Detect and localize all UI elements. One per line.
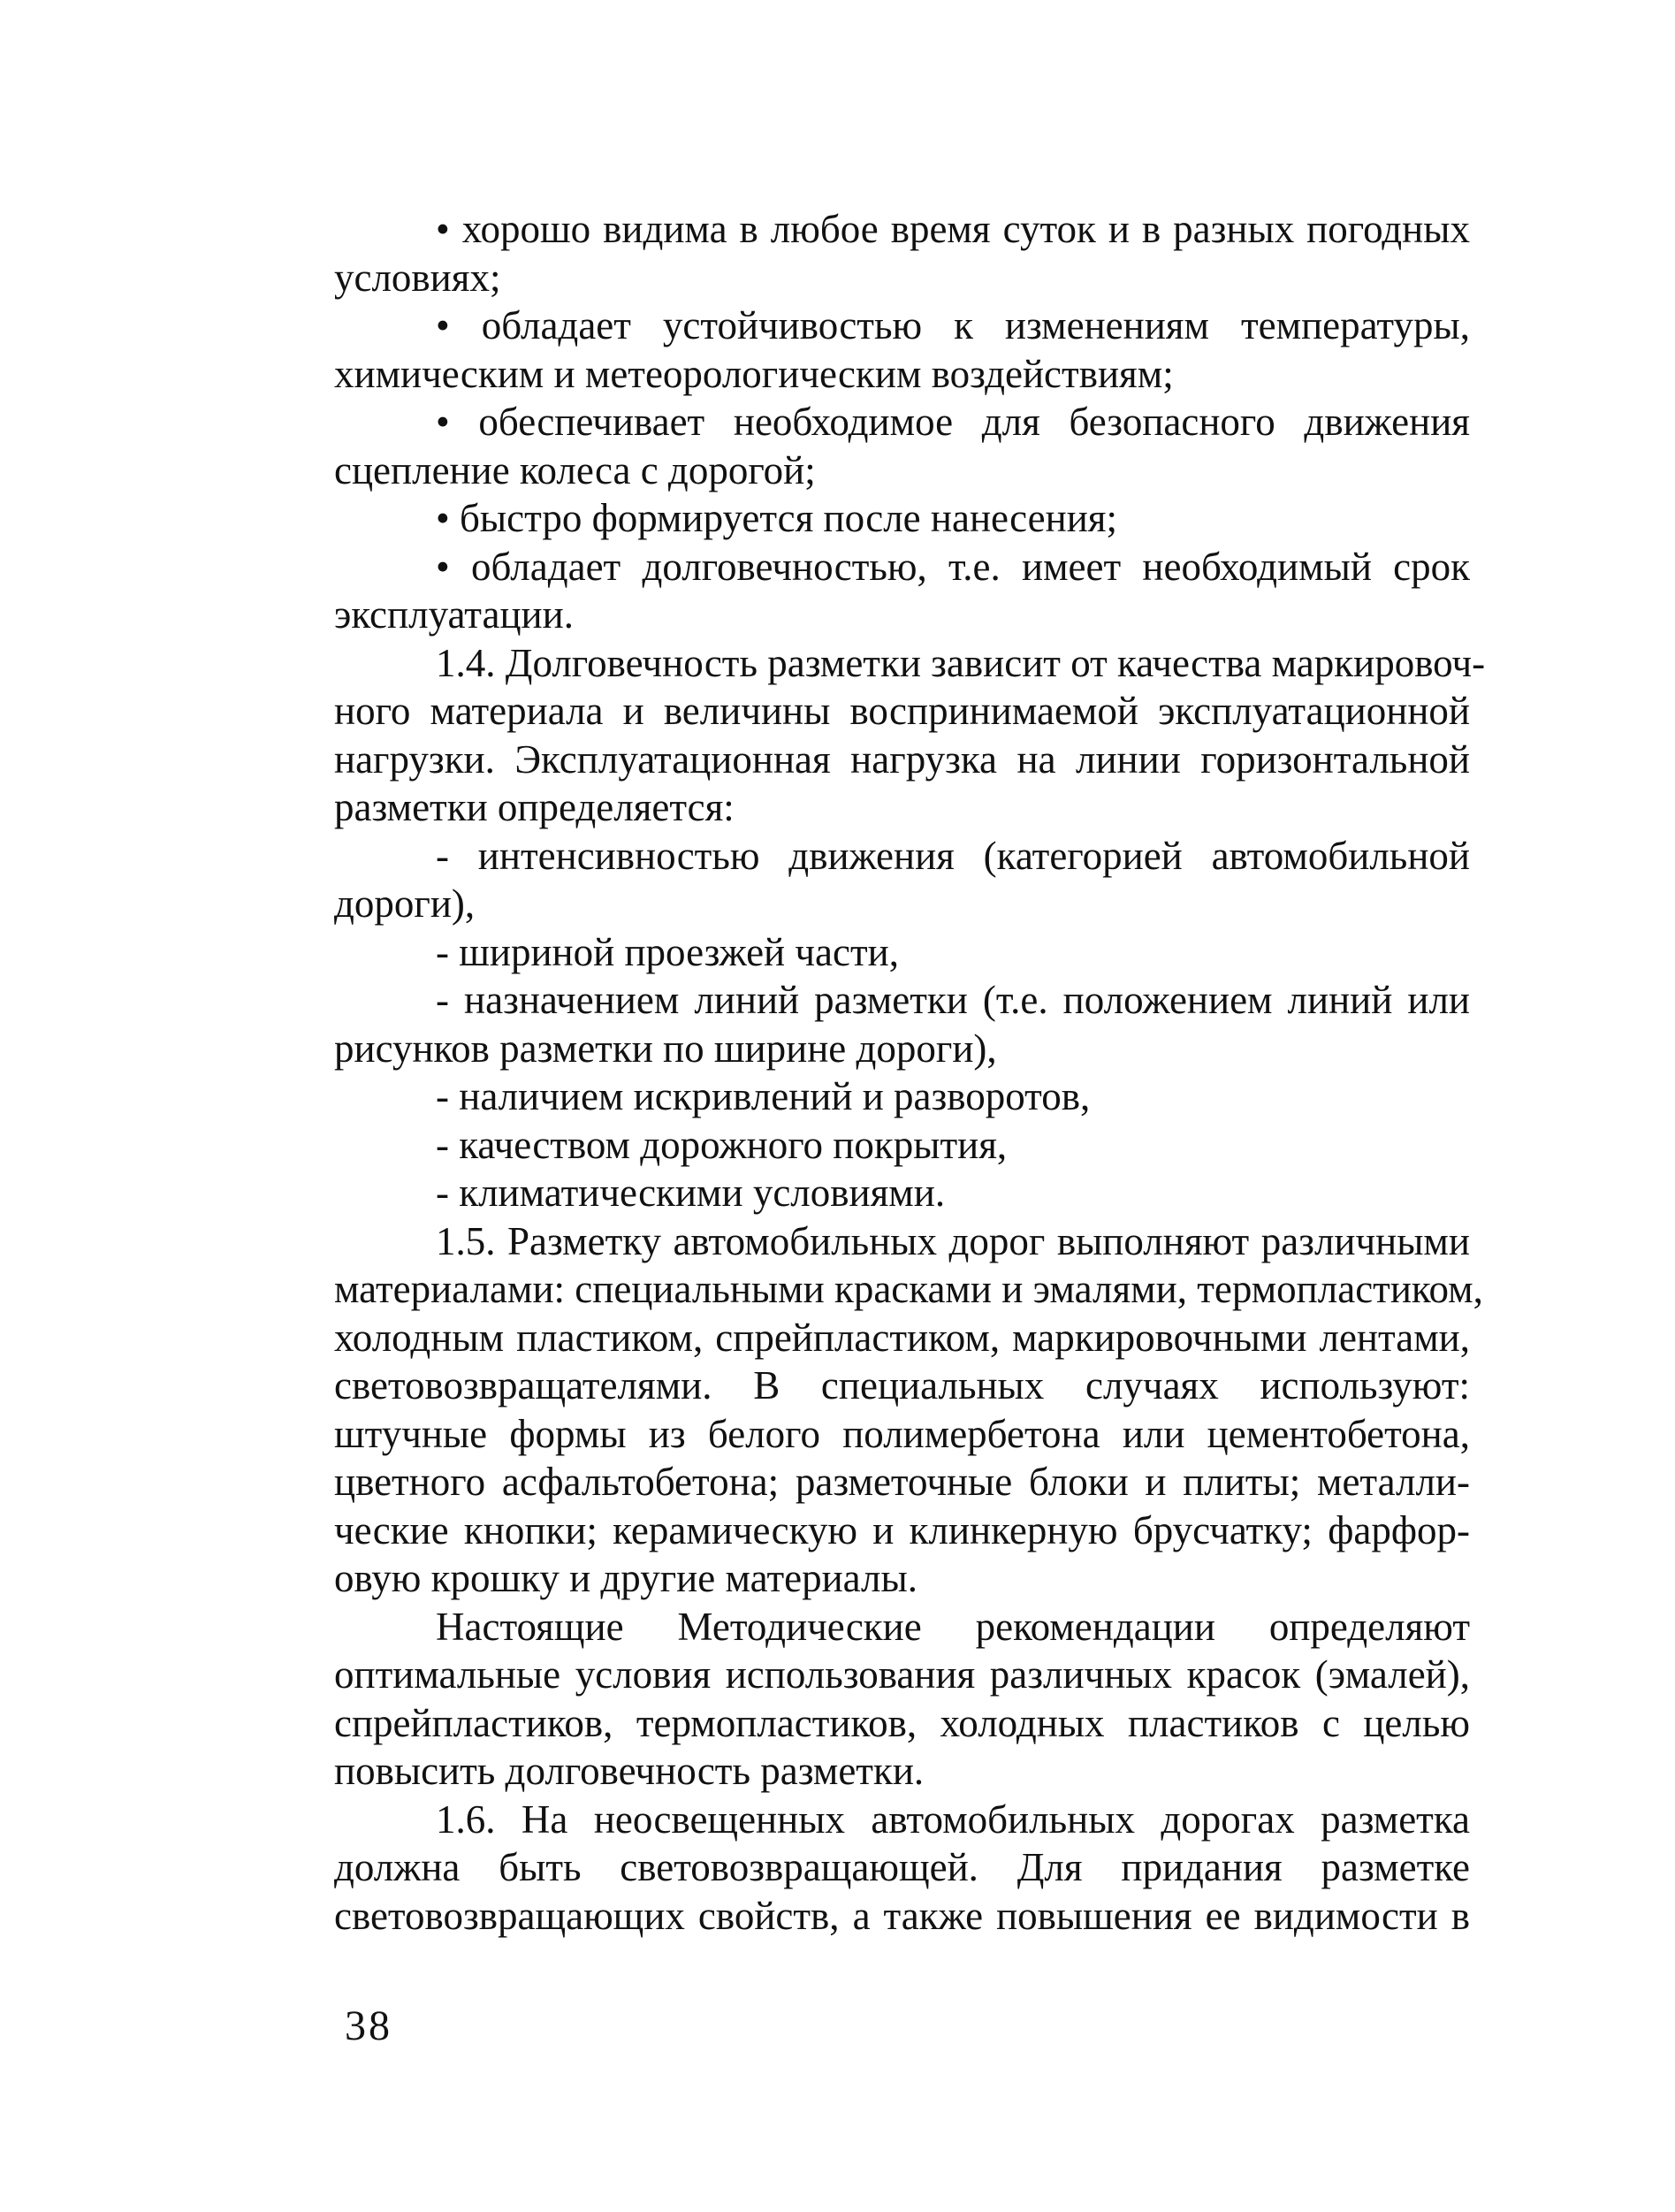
text-line: световозвращателями. В специальных случаях используют: bbox=[334, 1363, 1470, 1407]
text-line: цветного асфальтобетона; разметочные блоки и плиты; металли- bbox=[334, 1460, 1470, 1504]
text-line: ного материала и величины воспринимаемой эксплуатационной bbox=[334, 689, 1470, 733]
text-line: • хорошо видима в любое время суток и в разных погодных bbox=[436, 207, 1470, 251]
text-line: 1.5. Разметку автомобильных дорог выполняют различными bbox=[436, 1218, 1470, 1263]
text-line: - назначением линий разметки (т.е. положением линий или bbox=[436, 978, 1470, 1022]
text-line: овую крошку и другие материалы. bbox=[334, 1556, 917, 1600]
text-line: оптимальные условия использования различных красок (эмалей), bbox=[334, 1652, 1470, 1697]
text-line: - шириной проезжей части, bbox=[436, 929, 899, 974]
text-line: Настоящие Методические рекомендации определяют bbox=[436, 1604, 1470, 1649]
text-line: ческие кнопки; керамическую и клинкерную брусчатку; фарфор- bbox=[334, 1507, 1470, 1552]
text-line: сцепление колеса с дорогой; bbox=[334, 447, 816, 492]
text-line: материалами: специальными красками и эмалями, термопластиком, bbox=[334, 1267, 1483, 1311]
text-line: • обладает долговечностью, т.е. имеет необходимый срок bbox=[436, 544, 1470, 589]
text-line: эксплуатации. bbox=[334, 592, 574, 637]
text-line: химическим и метеорологическим воздействиям; bbox=[334, 351, 1174, 396]
text-line: штучные формы из белого полимербетона или цементобетона, bbox=[334, 1411, 1470, 1456]
text-line: 1.4. Долговечность разметки зависит от качества маркировоч- bbox=[436, 640, 1486, 685]
text-line: - качеством дорожного покрытия, bbox=[436, 1122, 1008, 1167]
text-line: разметки определяется: bbox=[334, 785, 735, 829]
text-line: - климатическими условиями. bbox=[436, 1171, 946, 1215]
text-line: холодным пластиком, спрейпластиком, маркировочными лентами, bbox=[334, 1315, 1470, 1360]
text-line: - интенсивностью движения (категорией автомобильной bbox=[436, 833, 1470, 878]
text-line: дороги), bbox=[334, 881, 476, 926]
text-line: должна быть световозвращающей. Для придания разметке bbox=[334, 1845, 1470, 1889]
text-line: световозвращающих свойств, а также повышения ее видимости в bbox=[334, 1893, 1470, 1938]
text-line: • обеспечивает необходимое для безопасного движения bbox=[436, 400, 1470, 444]
text-line: - наличием искривлений и разворотов, bbox=[436, 1074, 1091, 1118]
text-line: условиях; bbox=[334, 255, 501, 300]
text-line: рисунков разметки по ширине дороги), bbox=[334, 1026, 997, 1071]
text-line: 1.6. На неосвещенных автомобильных дорогах разметка bbox=[436, 1796, 1470, 1842]
text-line: повысить долговечность разметки. bbox=[334, 1749, 925, 1793]
text-line: • обладает устойчивостью к изменениям температуры, bbox=[436, 303, 1470, 347]
page-number: 38 bbox=[345, 2002, 392, 2049]
text-line: спрейпластиков, термопластиков, холодных пластиков с целью bbox=[334, 1700, 1470, 1745]
text-line: нагрузки. Эксплуатационная нагрузка на линии горизонтальной bbox=[334, 736, 1470, 782]
body-text bbox=[334, 205, 1486, 1940]
text-line: • быстро формируется после нанесения; bbox=[436, 496, 1117, 540]
